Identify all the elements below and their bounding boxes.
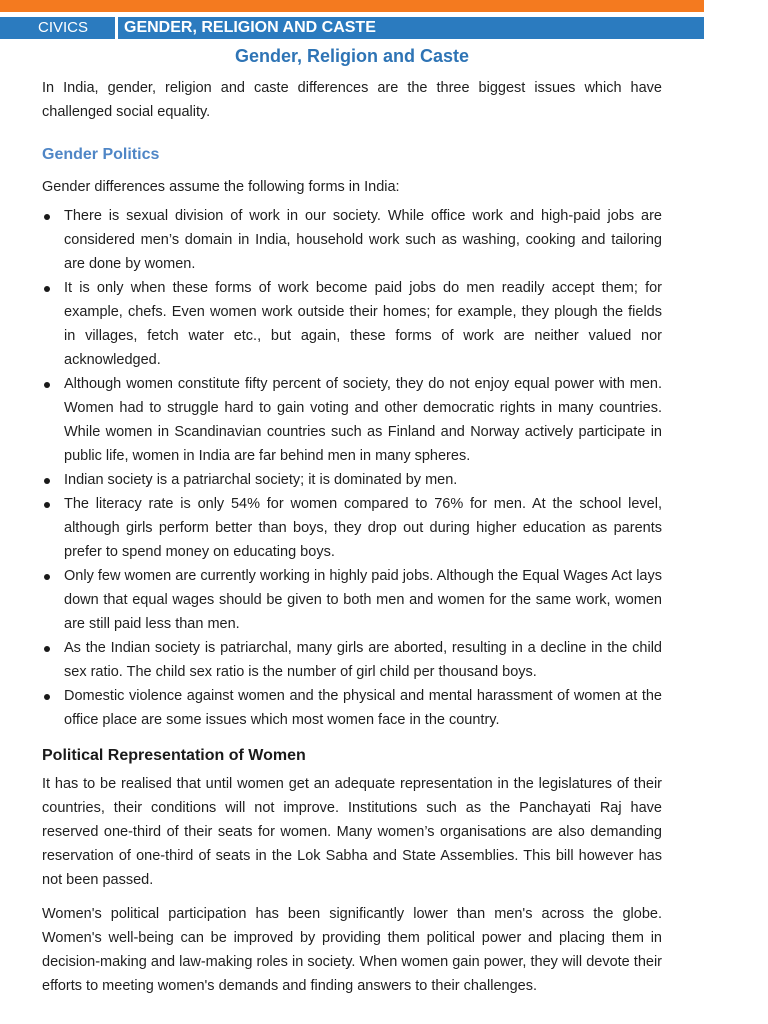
list-item-text: Although women constitute fifty percent of society, they do not enjoy equal power with men. Women had to struggle hard to gain voting and other democratic rights in many countries. While women in Scandinavian countries such as Finland and Norway actively participate in public life, women in India are far behind men in many spheres. (64, 376, 662, 464)
political-representation-paragraph-1: It has to be realised that until women get an adequate representation in the legislatures of their countries, their conditions will not improve. Institutions such as the Panchayati Raj have reserved one-third of their seats for women. Many women’s organisations are also demanding reservation of one-third of seats in the Lok Sabha and State Assemblies. This bill however has not been passed. (42, 776, 662, 888)
political-representation-heading: Political Representation of Women (42, 747, 306, 764)
list-item-text: As the Indian society is patriarchal, many girls are aborted, resulting in a decline in the child sex ratio. The child sex ratio is the number of girl child per thousand boys. (64, 640, 662, 680)
list-item (42, 276, 662, 372)
list-item (42, 204, 662, 276)
list-item (42, 564, 662, 636)
list-item (42, 468, 662, 492)
gender-politics-heading: Gender Politics (42, 146, 160, 163)
list-item-text: The literacy rate is only 54% for women compared to 76% for men. At the school level, although girls perform better than boys, they drop out during higher education as parents prefer to spend money on educating boys. (64, 496, 662, 560)
intro-paragraph: In India, gender, religion and caste differences are the three biggest issues which have challenged social equality. (42, 80, 662, 120)
list-item-text: There is sexual division of work in our society. While office work and high-paid jobs are considered men’s domain in India, household work such as washing, cooking and tailoring are done by women. (64, 208, 662, 272)
top-orange-rule (0, 0, 704, 12)
list-item-text: Indian society is a patriarchal society; it is dominated by men. (64, 472, 458, 488)
bullet-icon (44, 694, 50, 700)
page-title: Gender, Religion and Caste (234, 46, 470, 66)
bullet-icon (44, 502, 50, 508)
header-chapter-label: GENDER, RELIGION AND CASTE (118, 17, 704, 39)
bullet-icon (44, 574, 50, 580)
list-item (42, 492, 662, 564)
bullet-icon (44, 214, 50, 220)
document-body (42, 44, 662, 998)
list-item (42, 636, 662, 684)
list-item (42, 684, 662, 732)
political-representation-paragraph-2: Women's political participation has been significantly lower than men's across the globe. Women's well-being can be improved by providing them political power and placing them in decision-making and law-making roles in society. When women gain power, they will devote their efforts to meeting women's demands and finding answers to their challenges. (42, 906, 662, 994)
bullet-icon (44, 382, 50, 388)
gender-politics-lead: Gender differences assume the following forms in India: (42, 179, 400, 195)
gender-differences-list (42, 204, 662, 732)
list-item (42, 372, 662, 468)
page-header-bar (0, 17, 704, 39)
bullet-icon (44, 286, 50, 292)
bullet-icon (44, 478, 50, 484)
list-item-text: Only few women are currently working in highly paid jobs. Although the Equal Wages Act lays down that equal wages should be given to both men and women for the same work, women are still paid less than men. (64, 568, 662, 632)
list-item-text: It is only when these forms of work become paid jobs do men readily accept them; for example, chefs. Even women work outside their homes; for example, they plough the fields in villages, fetch water etc., but again, these forms of work are neither valued nor acknowledged. (64, 280, 662, 368)
list-item-text: Domestic violence against women and the physical and mental harassment of women at the office place are some issues which most women face in the country. (64, 688, 662, 728)
header-subject-label: CIVICS (0, 17, 115, 39)
bullet-icon (44, 646, 50, 652)
